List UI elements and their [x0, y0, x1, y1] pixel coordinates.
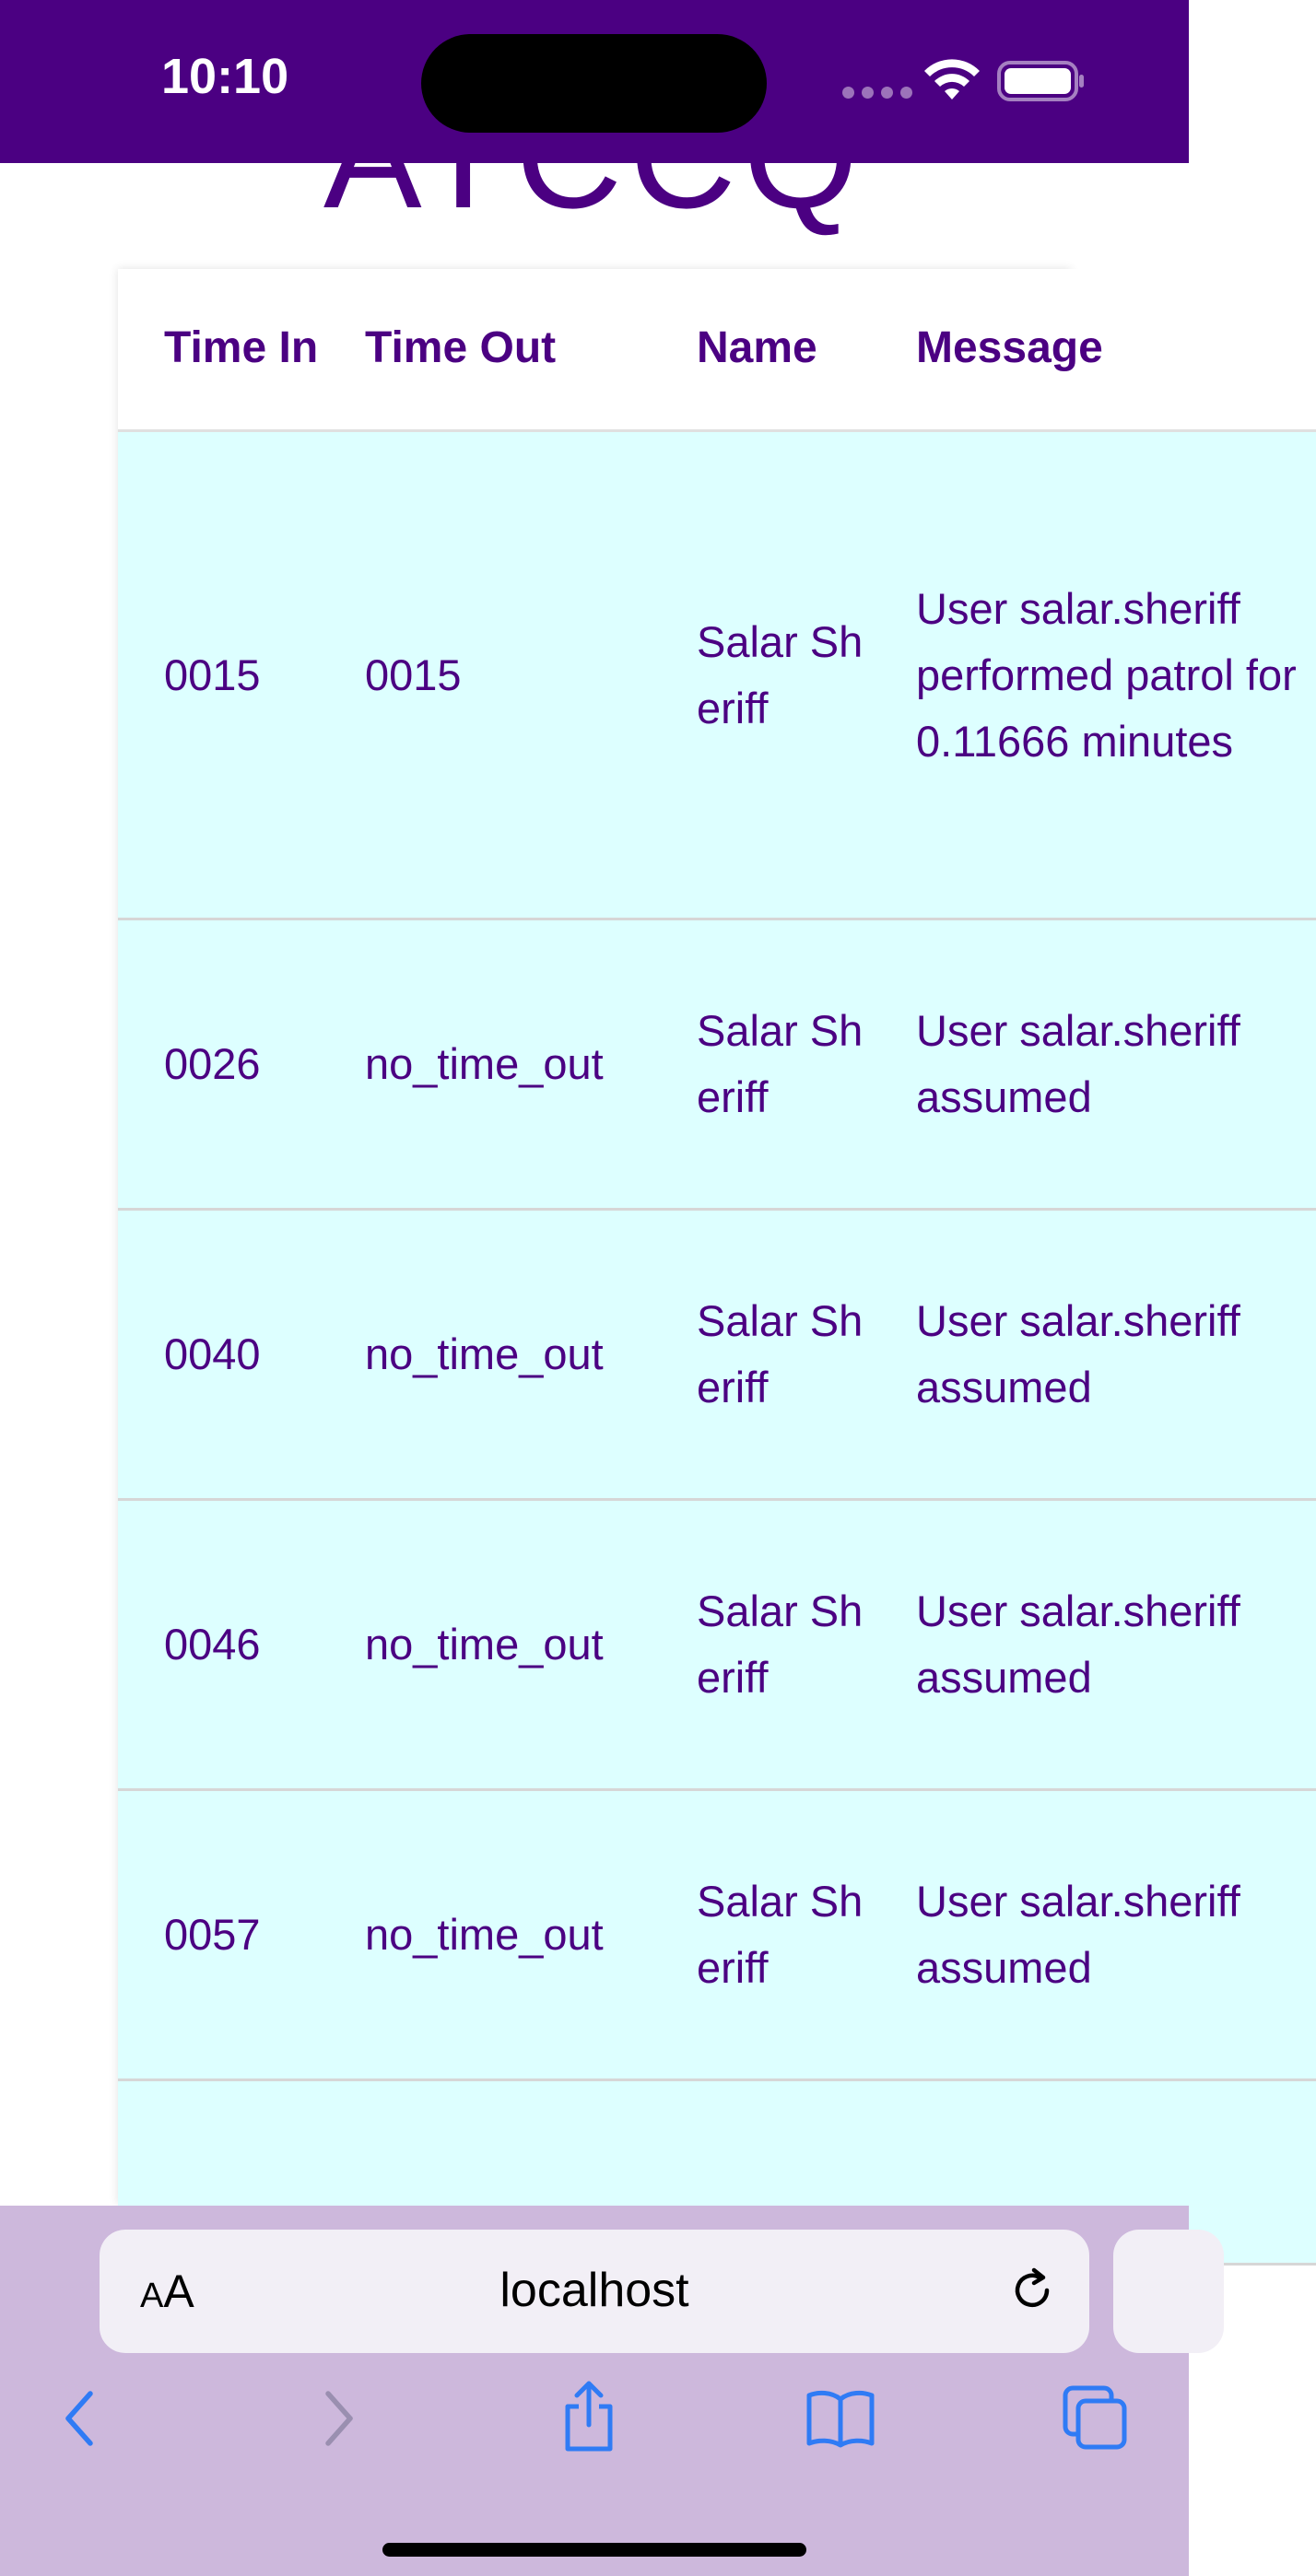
cell-time-out: no_time_out [319, 1500, 651, 1790]
table-row [118, 1790, 1316, 2080]
cell-name: Salar Sheriff [651, 1790, 870, 2080]
cellular-signal-icon [842, 87, 912, 99]
column-header-time-out: Time Out [319, 269, 651, 431]
cell-time-in: 0015 [118, 431, 319, 919]
browser-toolbar [0, 2206, 1189, 2576]
bookmarks-icon[interactable] [805, 2388, 875, 2449]
home-indicator [382, 2543, 806, 2557]
cell-time-in: 0057 [118, 1790, 319, 2080]
cell-time-out: no_time_out [319, 919, 651, 1210]
share-icon[interactable] [557, 2379, 621, 2454]
address-bar[interactable] [100, 2230, 1089, 2353]
column-header-message: Message [870, 269, 1316, 431]
url-text: localhost [499, 2264, 689, 2317]
cell-time-out: no_time_out [319, 1210, 651, 1500]
reload-icon[interactable] [1005, 2263, 1060, 2318]
column-header-name: Name [651, 269, 870, 431]
records-table-container[interactable] [118, 269, 1297, 2204]
back-icon[interactable] [57, 2386, 103, 2451]
status-time: 10:10 [161, 49, 289, 104]
cell-time-in: 0046 [118, 1500, 319, 1790]
cell-time-in: 0026 [118, 919, 319, 1210]
cell-name: Salar Sheriff [651, 1210, 870, 1500]
battery-icon [997, 61, 1086, 101]
forward-icon[interactable] [315, 2386, 361, 2451]
cell-time-out: 0015 [319, 431, 651, 919]
table-row [118, 431, 1316, 919]
table-header-row [118, 269, 1316, 431]
tabs-icon[interactable] [1062, 2384, 1128, 2451]
cell-message: User salar.sheriff assumed [870, 919, 1316, 1210]
next-tab-preview[interactable] [1113, 2230, 1224, 2353]
cell-time-in: 0040 [118, 1210, 319, 1500]
cell-message: User salar.sheriff assumed [870, 1790, 1316, 2080]
dynamic-island [421, 34, 767, 133]
wifi-icon [922, 59, 982, 103]
status-bar [0, 0, 1189, 163]
cell-name: Salar Sheriff [651, 431, 870, 919]
table-row [118, 1500, 1316, 1790]
text-size-button[interactable]: AA [140, 2266, 194, 2317]
records-table [118, 269, 1316, 2266]
table-row [118, 919, 1316, 1210]
table-row [118, 1210, 1316, 1500]
cell-message: User salar.sheriff assumed [870, 1210, 1316, 1500]
cell-name: Salar Sheriff [651, 1500, 870, 1790]
cell-name: Salar Sheriff [651, 919, 870, 1210]
cell-message: User salar.sheriff assumed [870, 1500, 1316, 1790]
cell-time-out: no_time_out [319, 1790, 651, 2080]
column-header-time-in: Time In [118, 269, 319, 431]
cell-message: User salar.sheriff performed patrol for 0.11666 minutes [870, 431, 1316, 919]
